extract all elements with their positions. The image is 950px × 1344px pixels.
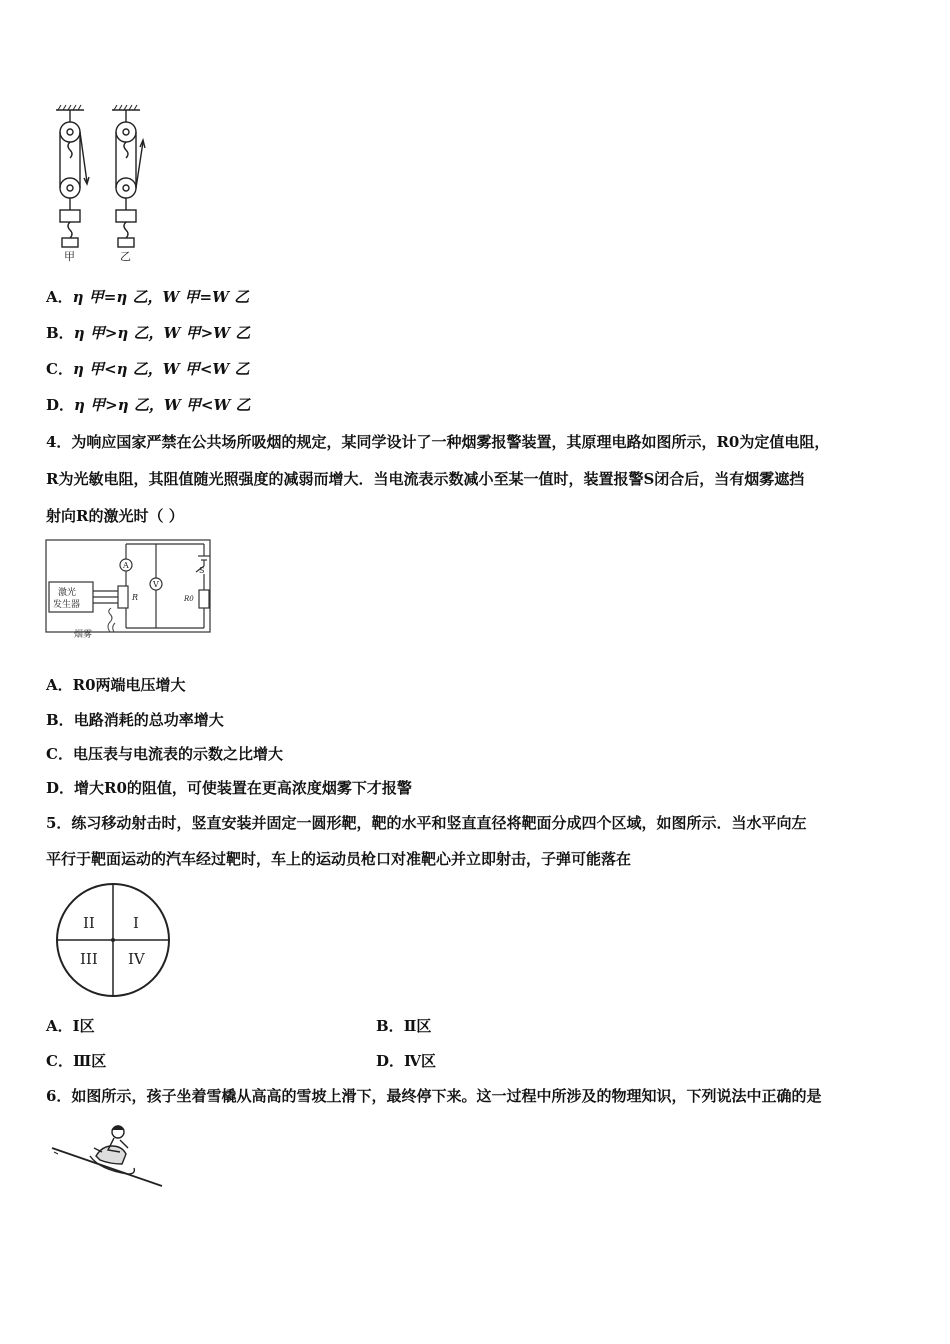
smoke-label: 烟雾 [74,630,93,640]
resistor-r0-label: R0 [184,595,194,603]
target-figure [55,882,173,998]
q5-stem-line2: 平行于靶面运动的汽车经过靶时，车上的运动员枪口对准靶心并立即射击，子弹可能落在 [46,850,632,868]
q3-option-d: D．η 甲>η 乙，W 甲<W 乙 [46,396,251,414]
region-4-label: IV [128,950,145,968]
q4-option-b: B．电路消耗的总功率增大 [46,711,224,729]
smoke-icon [108,608,115,632]
q4-stem-line2: R为光敏电阻，其阻值随光照强度的减弱而增大．当电流表示数减小至某一值时，装置报警S闭合后，当有烟雾遮挡 [46,470,805,488]
q3-option-b: B．η 甲>η 乙，W 甲>W 乙 [46,324,251,342]
q4-option-c: C．电压表与电流表的示数之比增大 [46,745,283,763]
q4-option-d: D．增大R0的阻值，可使装置在更高浓度烟雾下才报警 [46,779,412,797]
region-2-label: II [83,914,95,932]
sled-slope-figure [50,1118,165,1190]
q5-stem-line1: 5．练习移动射击时，竖直安装并固定一圆形靶，靶的水平和竖直直径将靶面分成四个区域，如图所示．当水平向左 [46,814,807,832]
q3-option-a: A．η 甲=η 乙，W 甲=W 乙 [46,288,250,306]
voltmeter-label: V [153,580,159,589]
q5-option-d: D．Ⅳ区 [376,1052,437,1070]
child-on-sled-icon [90,1126,134,1174]
resistor-r-label: R [132,593,139,602]
q3-option-c: C．η 甲<η 乙，W 甲<W 乙 [46,360,250,378]
region-1-label: I [133,914,139,932]
q4-stem-line1: 4．为响应国家严禁在公共场所吸烟的规定，某同学设计了一种烟雾报警装置，其原理电路如图所示，R0为定值电阻， [46,433,830,451]
label-jia: 甲 [64,250,75,263]
q5-option-a: A．Ⅰ区 [46,1017,95,1035]
generator-label: 发生器 [53,600,81,610]
smoke-alarm-circuit-figure [44,538,214,640]
laser-label: 激光 [58,588,77,598]
q5-option-b: B．Ⅱ区 [376,1017,432,1035]
pulley-figure [50,100,150,265]
q4-stem-line3: 射向R的激光时（ ） [46,507,184,525]
switch-label: S [199,566,205,575]
ammeter-label: A [123,561,129,570]
region-3-label: III [80,950,98,968]
q4-option-a: A．R0两端电压增大 [46,676,186,694]
label-yi: 乙 [120,250,131,263]
q5-option-c: C．Ⅲ区 [46,1052,107,1070]
q6-stem-line1: 6．如图所示，孩子坐着雪橇从高高的雪坡上滑下，最终停下来。这一过程中所涉及的物理知识，下列说法中正确的是 [46,1087,822,1105]
